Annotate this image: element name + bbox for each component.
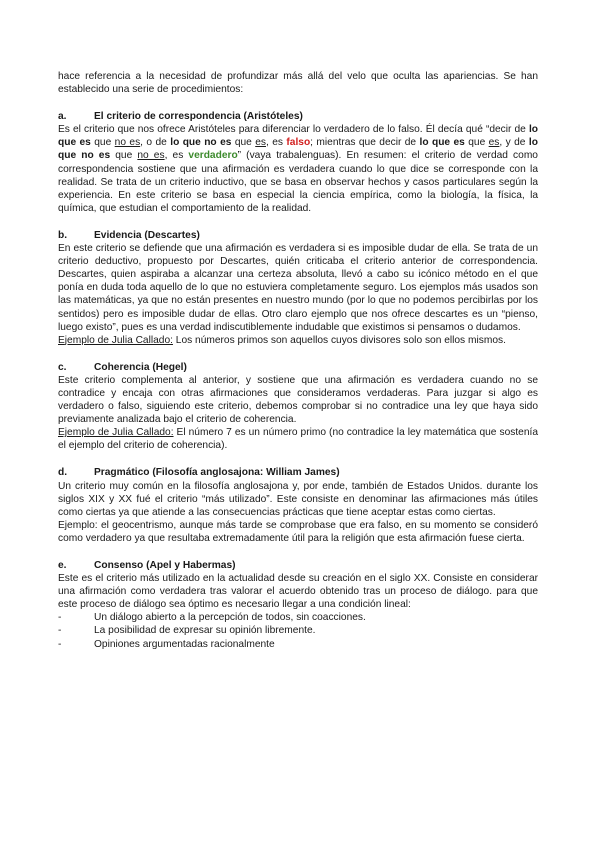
list-item: - Un diálogo abierto a la percepción de todos, sin coacciones. <box>58 612 366 624</box>
example-label: Ejemplo de Julia Callado: <box>58 334 173 346</box>
section-c-heading <box>58 361 538 374</box>
section-d-paragraph: Un criterio muy común en la filosofía anglosajona y, por ende, también de Estados Unidos. durante los siglos XIX y XX fué el criterio “más utilizado”. Este consiste en denominar las afirmaciones más útiles como ciertas ya que atiende a las consecuencias prácticas que tiene aceptar estas como ciertas. <box>58 480 538 518</box>
falso-word: falso <box>286 137 311 149</box>
section-d-example: Ejemplo: el geocentrismo, aunque más tarde se comprobase que era falso, en su momento se consideró como verdadero ya que resultaba extremadamente útil para la religión que esta afirmación fuese cierta. <box>58 519 538 544</box>
section-b-heading <box>58 229 538 242</box>
verdadero-word: verdadero <box>188 150 238 162</box>
section-c-title: Coherencia (Hegel) <box>94 361 187 373</box>
section-e-paragraph: Este es el criterio más utilizado en la actualidad desde su creación en el siglo XX. Consiste en considerar una afirmación como verdadera tras valorar el acuerdo obtenido tras un proceso de diálogo. para que este proceso de diálogo sea óptimo es necesario llegar a una condición lineal: <box>58 573 538 611</box>
example-label: Ejemplo de Julia Callado: <box>58 427 174 439</box>
section-a-letter: a. <box>58 111 67 123</box>
section-d-heading <box>58 466 538 479</box>
section-d-letter: d. <box>58 467 68 479</box>
section-a-heading <box>58 110 538 123</box>
section-d-title: Pragmático (Filosofía anglosajona: William James) <box>94 467 340 479</box>
section-c-letter: c. <box>58 361 67 373</box>
section-e-letter: e. <box>58 560 67 571</box>
section-b-letter: b. <box>58 229 68 241</box>
list-item: - La posibilidad de expresar su opinión libremente. <box>58 625 316 637</box>
list-item: - Opiniones argumentadas racionalmente <box>58 638 275 650</box>
section-a-title: El criterio de correspondencia (Aristóteles) <box>94 111 303 123</box>
section-e-title: Consenso (Apel y Habermas) <box>94 560 236 571</box>
conditions-list <box>58 611 538 650</box>
section-b-example: Ejemplo de Julia Callado: Los números primos son aquellos cuyos divisores solo son ellos mismos. <box>58 334 506 346</box>
section-c-paragraph: Este criterio complementa al anterior, y sostiene que una afirmación es verdadera cuando no se contradice y encaja con otras afirmaciones que consideramos verdaderas. Para juzgar si algo es verdadero o falso, siguiendo este criterio, debemos comprobar si no contradice una ley que haya sido previamente analizada bajo el criterio de coherencia. <box>58 374 538 426</box>
section-c-example: Ejemplo de Julia Callado: El número 7 es un número primo (no contradice la ley matemática que sostenía el ejemplo del criterio de coherencia). <box>58 427 538 452</box>
intro-paragraph: hace referencia a la necesidad de profundizar más allá del velo que oculta las apariencias. Se han establecido una serie de procedimientos: <box>58 71 538 96</box>
section-b-title: Evidencia (Descartes) <box>94 229 200 241</box>
section-e-heading <box>58 559 538 572</box>
section-a-paragraph: Es el criterio que nos ofrece Aristóteles para diferenciar lo verdadero de lo falso. Él decía qué “decir de lo que es que no es, o de lo que no es que es, es falso; mientras que decir de lo que es que es, y de lo que no es que no es, es verdadero” (vaya trabalenguas). En resumen: el criterio de verdad como correspondencia sostiene que una afirmación es verdadera cuando lo que dice se corresponde con la realidad. Se trata de un criterio inductivo, que se basa en observar hechos y casos particulares según la experiencia. En este criterio se basa en especial la ciencia empírica, como la biología, la física, la química, que estudian el comportamiento de la realidad. <box>58 124 538 214</box>
section-b-paragraph: En este criterio se defiende que una afirmación es verdadera si es imposible dudar de ella. Se trata de un criterio deductivo, propuesto por Descartes, quién criticaba el criterio anterior de correspondencia. Descartes, quien aspiraba a alcanzar una certeza absoluta, llevó a cabo su icónico método en el que ponía en duda toda aquello de lo que no estuviera completamente seguro. Los ejemplos más usados son las matemáticas, ya que no están presentes en nuestro mundo (por lo que no podemos percibirlas por los sentidos) pero es imposible dudar de ellas. Otro claro ejemplo que nos ofrece descartes es un “pienso, luego existo”, pues es una verdad indiscutiblemente indudable que existimos si pensamos o dudamos. <box>58 243 538 333</box>
